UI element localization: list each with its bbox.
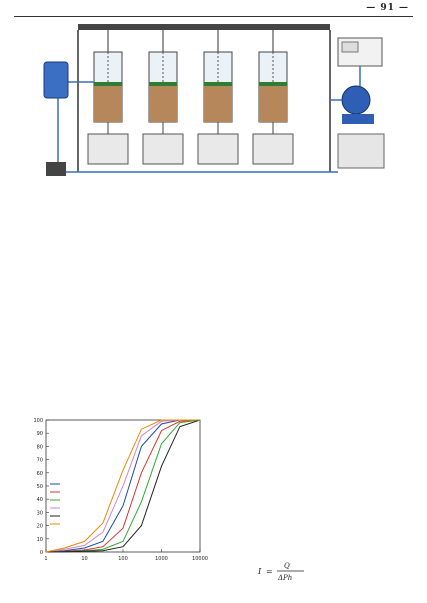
x-tick-label: 10000 bbox=[192, 556, 208, 562]
formula bbox=[250, 555, 330, 585]
x-tick-label: 10 bbox=[81, 556, 88, 562]
y-tick-label: 20 bbox=[36, 523, 43, 530]
y-tick-label: 60 bbox=[36, 470, 43, 477]
y-tick-label: 90 bbox=[36, 431, 43, 438]
y-tick-label: 0 bbox=[39, 550, 43, 556]
y-tick-label: 30 bbox=[36, 510, 43, 517]
page-number: — 91 — bbox=[366, 3, 409, 13]
left-column bbox=[14, 230, 208, 412]
column-2 bbox=[149, 30, 177, 122]
svg-text:I: I bbox=[258, 567, 262, 576]
series-line bbox=[46, 420, 200, 552]
top-frame-bar bbox=[78, 24, 330, 30]
column-3 bbox=[204, 30, 232, 122]
right-pump bbox=[342, 86, 370, 114]
y-tick-label: 70 bbox=[36, 457, 43, 464]
svg-text:Q: Q bbox=[284, 562, 290, 570]
figure-3-apparatus-schematic bbox=[38, 22, 390, 198]
right-column bbox=[218, 230, 413, 530]
svg-text:ΔPh: ΔPh bbox=[278, 574, 293, 582]
header-rule bbox=[14, 16, 413, 17]
x-tick-label: 1000 bbox=[155, 556, 168, 562]
left-tank bbox=[44, 62, 68, 98]
figure-4-grain-size-chart bbox=[16, 412, 208, 574]
y-tick-label: 40 bbox=[36, 497, 43, 504]
y-tick-label: 100 bbox=[33, 418, 43, 424]
svg-text:=: = bbox=[266, 567, 273, 576]
y-tick-label: 50 bbox=[36, 484, 43, 490]
y-tick-label: 80 bbox=[36, 444, 43, 451]
right-tank bbox=[338, 134, 384, 168]
left-pump bbox=[46, 162, 66, 176]
x-tick-label: 1 bbox=[44, 556, 48, 562]
y-tick-label: 10 bbox=[36, 536, 43, 543]
bottom-tanks bbox=[88, 122, 293, 164]
x-tick-label: 100 bbox=[118, 556, 128, 562]
column-1 bbox=[94, 30, 122, 122]
column-4 bbox=[259, 30, 287, 122]
